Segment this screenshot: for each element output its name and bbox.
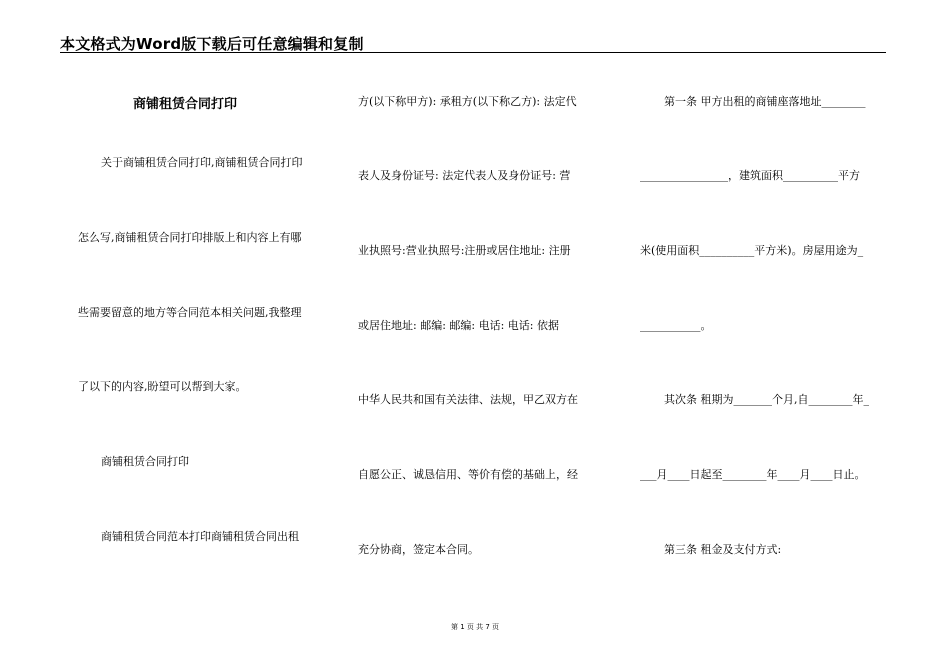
column2-line: 表人及身份证号: 法定代表人及身份证号: 营 bbox=[358, 169, 571, 182]
column2-line: 自愿公正、诚恳信用、等价有偿的基础上，经 bbox=[358, 468, 578, 481]
column3-line: 第一条 甲方出租的商铺座落地址________ bbox=[664, 95, 866, 108]
column2-line: 或居住地址: 邮编: 邮编: 电话: 电话: 依据 bbox=[358, 319, 560, 332]
page-indicator: 第 1 页 共 7 页 bbox=[450, 623, 500, 631]
column3-line: ___月____日起至________年____月____日止。 bbox=[640, 468, 866, 481]
column3-line: ________________，建筑面积__________平方 bbox=[640, 169, 860, 182]
column3-line: 米(使用面积__________平方米)。房屋用途为_ bbox=[640, 244, 864, 257]
column1-subheading: 商铺租赁合同打印 bbox=[101, 455, 189, 468]
column2-line: 方(以下称甲方): 承租方(以下称乙方): 法定代 bbox=[358, 95, 577, 108]
column2-line: 中华人民共和国有关法律、法规，甲乙双方在 bbox=[358, 393, 578, 406]
column3-line: 其次条 租期为_______个月,自________年_ bbox=[664, 393, 869, 406]
column2-line: 充分协商，签定本合同。 bbox=[358, 543, 479, 556]
column1-line: 怎么写,商铺租赁合同打印排版上和内容上有哪 bbox=[78, 231, 302, 244]
header-title: 本文格式为Word版下载后可任意编辑和复制 bbox=[60, 35, 364, 53]
column1-line: 些需要留意的地方等合同范本相关问题,我整理 bbox=[78, 306, 302, 319]
column2-line: 业执照号:营业执照号:注册或居住地址: 注册 bbox=[358, 244, 571, 257]
header-divider bbox=[60, 52, 886, 53]
column3-line: 第三条 租金及支付方式: bbox=[664, 543, 782, 556]
column3-line: ___________。 bbox=[640, 319, 712, 332]
column1-line: 了以下的内容,盼望可以帮到大家。 bbox=[78, 380, 247, 393]
column1-line: 关于商铺租赁合同打印,商铺租赁合同打印 bbox=[101, 156, 303, 169]
column1-line: 商铺租赁合同范本打印商铺租赁合同出租 bbox=[101, 530, 299, 543]
document-title: 商铺租赁合同打印 bbox=[133, 97, 238, 112]
